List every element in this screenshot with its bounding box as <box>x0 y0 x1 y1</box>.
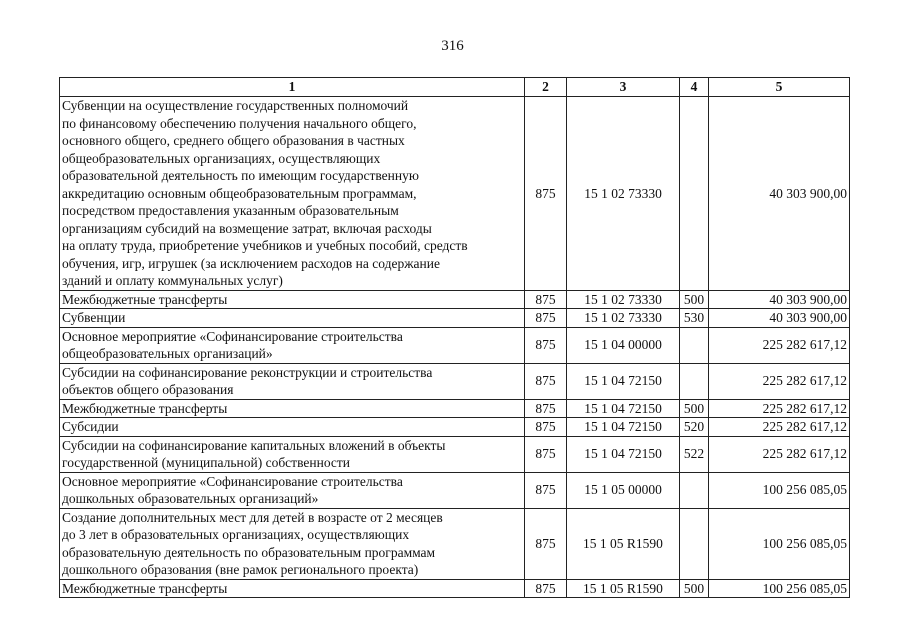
table-row <box>60 327 850 363</box>
row-description <box>60 436 525 472</box>
row-expense-type <box>680 508 709 579</box>
table-row <box>60 436 850 472</box>
row-target-article: 15 1 02 73330 <box>567 97 680 291</box>
description-line: Субсидии на софинансирование капитальных вложений в объекты <box>62 437 446 453</box>
table-row <box>60 508 850 579</box>
row-grbs-code: 875 <box>525 399 567 418</box>
row-amount: 225 282 617,12 <box>709 399 850 418</box>
row-expense-type <box>680 327 709 363</box>
description-line: аккредитацию основным общеобразовательным программам, <box>62 185 417 201</box>
description-line: организациям субсидий на возмещение затрат, включая расходы <box>62 220 432 236</box>
row-target-article: 15 1 04 72150 <box>567 436 680 472</box>
row-target-article: 15 1 05 R1590 <box>567 508 680 579</box>
description-line: Создание дополнительных мест для детей в возрасте от 2 месяцев <box>62 509 443 525</box>
column-header-5: 5 <box>709 78 850 97</box>
row-target-article: 15 1 02 73330 <box>567 290 680 309</box>
row-target-article: 15 1 05 R1590 <box>567 579 680 598</box>
table-row <box>60 363 850 399</box>
row-expense-type: 500 <box>680 399 709 418</box>
description-line: общеобразовательных организациях, осуществляющих <box>62 150 381 166</box>
description-line: по финансовому обеспечению получения начального общего, <box>62 115 417 131</box>
row-grbs-code: 875 <box>525 418 567 437</box>
row-amount: 100 256 085,05 <box>709 472 850 508</box>
row-grbs-code: 875 <box>525 508 567 579</box>
row-description <box>60 327 525 363</box>
description-line: Субсидии на софинансирование реконструкции и строительства <box>62 364 433 380</box>
description-line: Основное мероприятие «Софинансирование строительства <box>62 328 403 344</box>
row-amount: 40 303 900,00 <box>709 290 850 309</box>
description-line: дошкольных образовательных организаций» <box>62 491 319 506</box>
column-header-3: 3 <box>567 78 680 97</box>
column-header-2: 2 <box>525 78 567 97</box>
description-line: до 3 лет в образовательных организациях, осуществляющих <box>62 527 410 542</box>
row-amount: 225 282 617,12 <box>709 418 850 437</box>
row-amount: 225 282 617,12 <box>709 327 850 363</box>
row-description <box>60 579 525 598</box>
description-line: посредством предоставления указанным образовательным <box>62 203 399 218</box>
description-line: объектов общего образования <box>62 382 234 397</box>
row-amount: 225 282 617,12 <box>709 363 850 399</box>
description-line: Субвенции <box>62 310 126 325</box>
row-description <box>60 508 525 579</box>
row-grbs-code: 875 <box>525 579 567 598</box>
row-grbs-code: 875 <box>525 97 567 291</box>
description-line: зданий и оплату коммунальных услуг) <box>62 273 283 288</box>
row-description <box>60 399 525 418</box>
row-expense-type: 530 <box>680 309 709 328</box>
row-description <box>60 309 525 328</box>
description-line: образовательной деятельность по имеющим государственную <box>62 168 419 183</box>
page-number: 316 <box>441 38 464 54</box>
row-amount: 225 282 617,12 <box>709 436 850 472</box>
table-row <box>60 309 850 328</box>
description-line: дошкольного образования (вне рамок регионального проекта) <box>62 562 419 577</box>
row-description <box>60 363 525 399</box>
budget-table <box>59 77 850 598</box>
table-body <box>60 97 850 598</box>
row-expense-type: 522 <box>680 436 709 472</box>
table-row <box>60 472 850 508</box>
row-description <box>60 472 525 508</box>
table-row <box>60 97 850 291</box>
row-grbs-code: 875 <box>525 472 567 508</box>
row-expense-type <box>680 97 709 291</box>
row-expense-type <box>680 472 709 508</box>
row-description <box>60 418 525 437</box>
row-target-article: 15 1 05 00000 <box>567 472 680 508</box>
row-grbs-code: 875 <box>525 436 567 472</box>
row-grbs-code: 875 <box>525 363 567 399</box>
column-header-4: 4 <box>680 78 709 97</box>
row-amount: 40 303 900,00 <box>709 309 850 328</box>
row-target-article: 15 1 02 73330 <box>567 309 680 328</box>
row-expense-type <box>680 363 709 399</box>
row-target-article: 15 1 04 72150 <box>567 363 680 399</box>
description-line: основного общего, среднего общего образования в частных <box>62 133 405 148</box>
description-line: Межбюджетные трансферты <box>62 291 228 307</box>
row-amount: 100 256 085,05 <box>709 508 850 579</box>
row-expense-type: 500 <box>680 579 709 598</box>
row-amount: 40 303 900,00 <box>709 97 850 291</box>
description-line: Межбюджетные трансферты <box>62 580 228 596</box>
description-line: на оплату труда, приобретение учебников и учебных пособий, средств <box>62 238 468 253</box>
row-target-article: 15 1 04 72150 <box>567 399 680 418</box>
description-line: обучения, игр, игрушек (за исключением расходов на содержание <box>62 255 440 271</box>
table-header-row <box>60 78 850 97</box>
table-row <box>60 579 850 598</box>
description-line: Основное мероприятие «Софинансирование строительства <box>62 473 403 489</box>
row-description <box>60 97 525 291</box>
row-expense-type: 520 <box>680 418 709 437</box>
row-expense-type: 500 <box>680 290 709 309</box>
description-line: образовательную деятельность по образовательным программам <box>62 544 436 560</box>
row-description <box>60 290 525 309</box>
description-line: государственной (муниципальной) собственности <box>62 455 351 470</box>
row-target-article: 15 1 04 72150 <box>567 418 680 437</box>
table-row <box>60 290 850 309</box>
description-line: Субвенции на осуществление государственных полномочий <box>62 98 409 113</box>
description-line: общеобразовательных организаций» <box>62 346 273 361</box>
row-target-article: 15 1 04 00000 <box>567 327 680 363</box>
column-header-1: 1 <box>60 78 525 97</box>
table-row <box>60 418 850 437</box>
row-grbs-code: 875 <box>525 327 567 363</box>
table-row <box>60 399 850 418</box>
description-line: Межбюджетные трансферты <box>62 400 228 416</box>
description-line: Субсидии <box>62 419 119 434</box>
row-amount: 100 256 085,05 <box>709 579 850 598</box>
row-grbs-code: 875 <box>525 309 567 328</box>
row-grbs-code: 875 <box>525 290 567 309</box>
